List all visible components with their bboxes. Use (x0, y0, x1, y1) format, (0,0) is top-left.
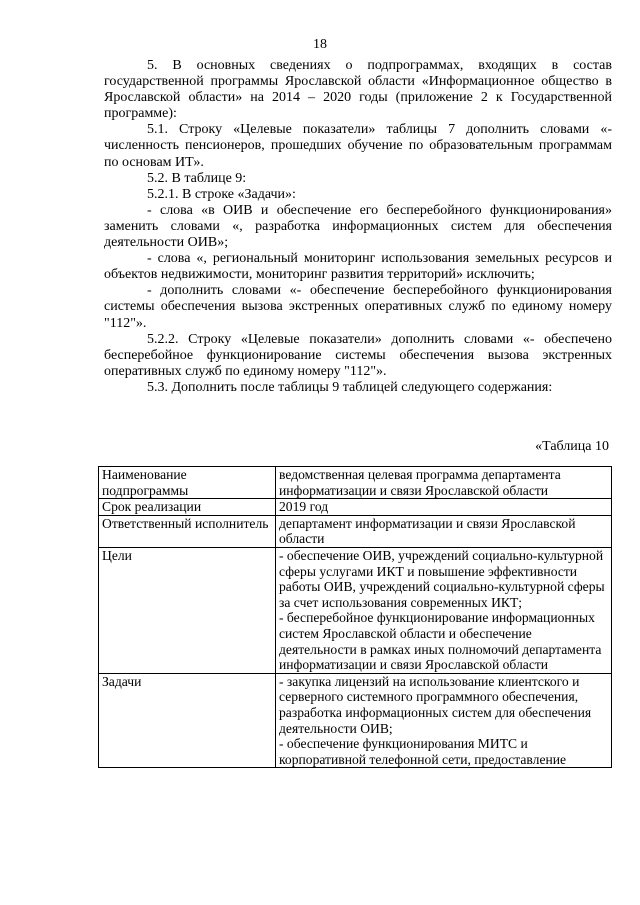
table-caption: «Таблица 10 (535, 439, 609, 454)
row-value-cell: - обеспечение ОИВ, учреждений социально-культурной сферы услугами ИКТ и повышение эффективности работы ОИВ, учреждений социально-культурной сферы за счет использования современных ИКТ; - бесперебойное функционирование информационных систем Ярославской области и обеспечение деятельности в рамках иных полномочий департамента информатизации и связи Ярославской области (276, 547, 612, 673)
paragraph-5-2-1: 5.2.1. В строке «Задачи»: (147, 186, 296, 202)
row-name-cell: Срок реализации (99, 499, 276, 516)
subprogram-table (98, 466, 612, 768)
paragraph-5-2-2: 5.2.2. Строку «Целевые показатели» дополнить словами «- обеспечено бесперебойное функционирование системы обеспечения вызова экстренных оперативных служб по единому номеру "112"». (104, 331, 612, 379)
paragraph-exclude-words: - слова «, региональный мониторинг использования земельных ресурсов и объектов недвижимости, мониторинг развития территорий» исключить; (104, 251, 612, 283)
row-name-cell: Ответственный исполнитель (99, 515, 276, 547)
row-value-cell: - закупка лицензий на использование клиентского и серверного системного программного обеспечения, разработка информационных систем для обеспечения деятельности ОИВ; - обеспечение функционирования МИТС и корпоративной телефонной сети, предоставление (276, 673, 612, 768)
table-row (99, 673, 612, 768)
page-number: 18 (313, 37, 327, 52)
row-value-cell: 2019 год (276, 499, 612, 516)
paragraph-replace-words: - слова «в ОИВ и обеспечение его бесперебойного функционирования» заменить словами «, разработка информационных систем для обеспечения деятельности ОИВ»; (104, 202, 612, 251)
table-row (99, 467, 612, 499)
row-name-cell: Задачи (99, 673, 276, 768)
paragraph-5-2: 5.2. В таблице 9: (147, 170, 247, 186)
body-text (104, 58, 612, 396)
paragraph-5-3: 5.3. Дополнить после таблицы 9 таблицей следующего содержания: (147, 379, 553, 395)
paragraph-5-1: 5.1. Строку «Целевые показатели» таблицы 7 дополнить словами «- численность пенсионеров, прошедших обучение по образовательным программам по основам ИТ». (104, 122, 612, 170)
paragraph-add-words: - дополнить словами «- обеспечение бесперебойного функционирования системы обеспечения вызова экстренных оперативных служб по единому номеру "112"». (104, 283, 612, 331)
table-row (99, 499, 612, 516)
row-value-cell: департамент информатизации и связи Ярославской области (276, 515, 612, 547)
table-row (99, 547, 612, 673)
row-name-cell: Цели (99, 547, 276, 673)
paragraph-5: 5. В основных сведениях о подпрограммах, входящих в состав государственной программы Ярославской области «Информационное общество в Ярославской области» на 2014 – 2020 годы (приложение 2 к Государственной программе): (104, 58, 612, 122)
table-row (99, 515, 612, 547)
row-value-cell: ведомственная целевая программа департамента информатизации и связи Ярославской области (276, 467, 612, 499)
row-name-cell: Наименование подпрограммы (99, 467, 276, 499)
